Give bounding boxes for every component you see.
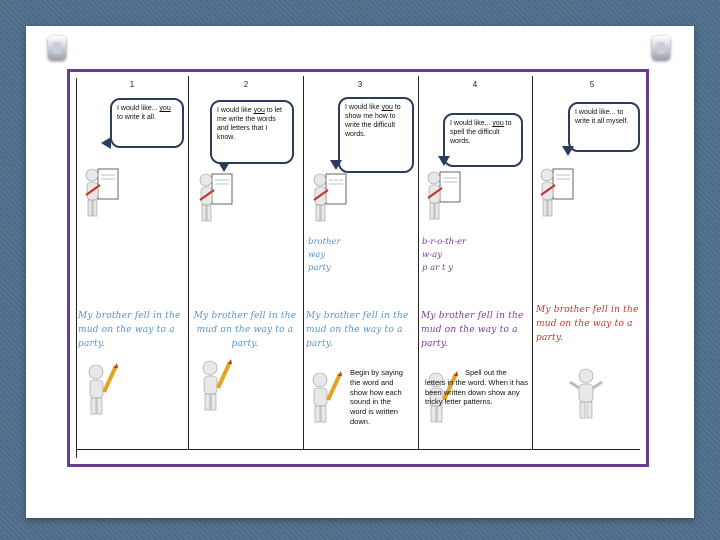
- bubble-you: you: [253, 107, 265, 114]
- writing-figure-icon: [424, 168, 464, 224]
- bubble-tail: [562, 146, 574, 156]
- column-number: 4: [472, 80, 478, 89]
- bubble-text: I would like...: [117, 105, 160, 112]
- sentence-col1: My brother fell in the mud on the way to a party.: [78, 311, 181, 349]
- spelling-word: b-r-o-th-er: [422, 237, 467, 247]
- writing-figure-icon: [196, 170, 236, 226]
- bubble-you: you: [381, 104, 393, 111]
- spelling-word: p ar t y: [422, 262, 453, 273]
- spelling-list-col4: [422, 236, 466, 274]
- speech-bubble-1: [110, 98, 184, 148]
- writing-figure-icon: [537, 165, 577, 221]
- sentence-col4: My brother fell in the mud on the way to a party.: [421, 311, 524, 349]
- pencil-figure-icon: [196, 358, 236, 414]
- sentence-col2: My brother fell in the mud on the way to a party.: [193, 311, 297, 349]
- bubble-you: you: [492, 120, 504, 127]
- pushpin-icon: [652, 36, 670, 60]
- spelling-word: way: [308, 249, 326, 260]
- column-divider: [532, 76, 533, 450]
- spelling-word: brother: [308, 237, 341, 247]
- column-number: 2: [243, 80, 249, 89]
- speech-bubble-5: [568, 102, 640, 152]
- speech-bubble-3: [338, 97, 414, 173]
- column-number: 1: [129, 80, 135, 89]
- table-bottom-border: [76, 449, 640, 450]
- bubble-text: to write it all.: [117, 114, 156, 122]
- bubble-text: to write it all myself.: [575, 109, 629, 126]
- table-left-border: [76, 78, 77, 458]
- spelling-list-col3: [308, 236, 341, 274]
- spelling-word: party: [308, 262, 331, 273]
- writing-figure-icon: [82, 165, 122, 221]
- thumbs-up-figure-icon: [566, 366, 606, 422]
- writing-figure-icon: [310, 170, 350, 226]
- bubble-text: to show me how to write the difficult words.: [345, 104, 401, 139]
- column-number: 5: [589, 80, 595, 89]
- bubble-tail: [330, 160, 342, 170]
- bubble-text: I would like: [217, 107, 254, 114]
- bubble-text: I would like...: [575, 109, 618, 116]
- column-number: 3: [357, 80, 363, 89]
- sentence-col5: My brother fell in the mud on the way to a party.: [536, 305, 639, 343]
- sentence-col3: My brother fell in the mud on the way to a party.: [306, 311, 409, 349]
- bubble-text: to let me write the words and letters that I know.: [217, 107, 282, 142]
- instruction-col4: Spell out the letters in the word. When it has been written down show any tricky letter patterns.: [425, 368, 528, 407]
- column-divider: [418, 76, 419, 450]
- instruction-col3: Begin by saying the word and show how each sound in the word is written down.: [350, 368, 403, 426]
- bubble-text: I would like...: [450, 120, 493, 127]
- speech-bubble-2: [210, 100, 294, 164]
- column-divider: [303, 76, 304, 450]
- column-divider: [188, 76, 189, 450]
- bubble-text: I would like: [345, 104, 382, 111]
- pencil-figure-icon: [82, 362, 122, 418]
- bubble-text: to spell the difficult words.: [450, 120, 512, 146]
- spelling-word: w-ay: [422, 249, 443, 260]
- pencil-figure-icon: [306, 370, 346, 426]
- bubble-you: you: [159, 105, 171, 112]
- speech-bubble-4: [443, 113, 523, 167]
- pushpin-icon: [48, 36, 66, 60]
- bubble-tail: [101, 137, 111, 149]
- bubble-tail: [438, 156, 450, 166]
